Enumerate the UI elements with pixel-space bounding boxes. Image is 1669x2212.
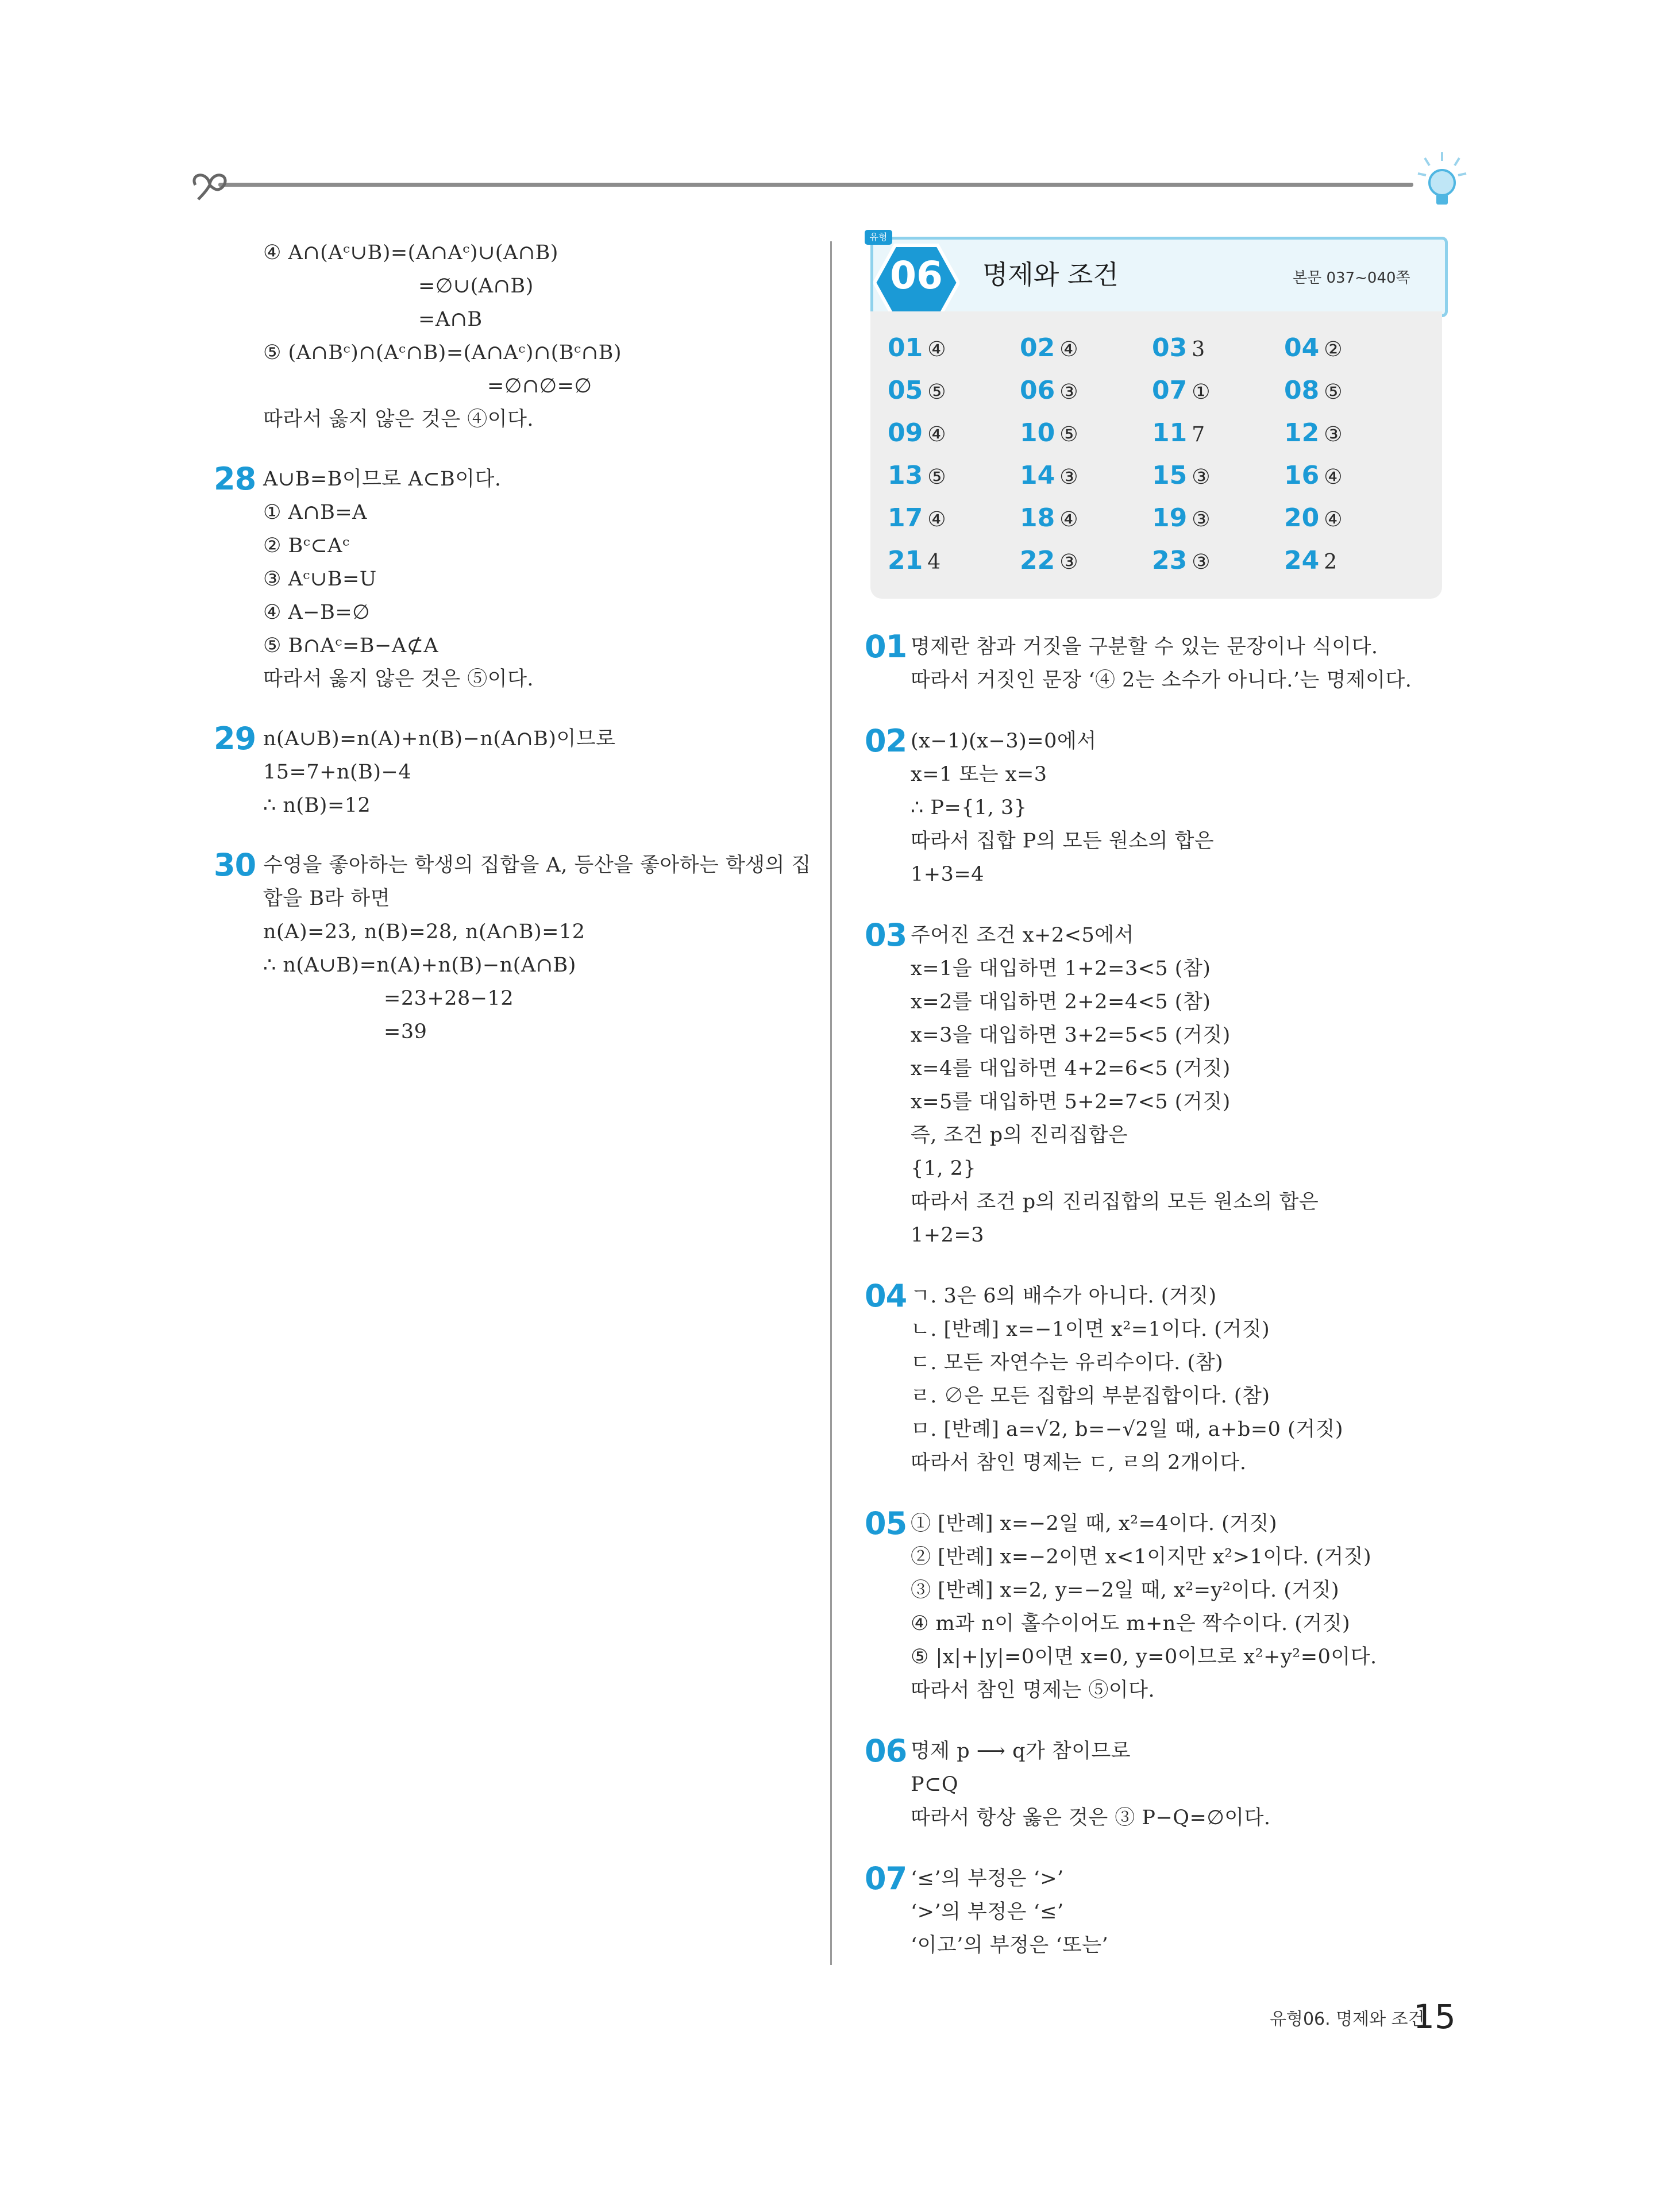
text-line: 주어진 조건 x+2<5에서 xyxy=(911,924,1134,947)
ribbon-knot-icon xyxy=(190,168,230,202)
text-line: 15=7+n(B)−4 xyxy=(263,761,412,784)
text-line: ⑤ (A∩Bᶜ)∩(Aᶜ∩B)=(A∩Aᶜ)∩(Bᶜ∩B) xyxy=(263,341,622,364)
text-line: 합을 B라 하면 xyxy=(263,887,391,910)
text-line: ㄱ. 3은 6의 배수가 아니다. (거짓) xyxy=(911,1285,1217,1308)
answer-item: 23 ③ xyxy=(1152,546,1211,575)
text-line: x=1을 대입하면 1+2=3<5 (참) xyxy=(911,957,1211,980)
text-line: =23+28−12 xyxy=(384,987,514,1010)
answer-item: 14 ③ xyxy=(1020,461,1078,490)
problem-number: 28 xyxy=(214,461,256,497)
answer-grid xyxy=(870,311,1442,599)
text-line: ∴ n(A∪B)=n(A)+n(B)−n(A∩B) xyxy=(263,954,576,977)
text-line: 따라서 참인 명제는 ⑤이다. xyxy=(911,1679,1155,1702)
text-line: x=1 또는 x=3 xyxy=(911,763,1047,786)
text-line: =∅∩∅=∅ xyxy=(487,375,592,398)
problem-number: 03 xyxy=(865,917,907,953)
text-line: ㅁ. [반례] a=√2, b=−√2일 때, a+b=0 (거짓) xyxy=(911,1418,1344,1441)
text-line: n(A)=23, n(B)=28, n(A∩B)=12 xyxy=(263,920,585,943)
problem-number: 06 xyxy=(865,1733,907,1769)
text-line: ㄴ. [반례] x=−1이면 x²=1이다. (거짓) xyxy=(911,1318,1270,1341)
text-line: ⑤ |x|+|y|=0이면 x=0, y=0이므로 x²+y²=0이다. xyxy=(911,1645,1377,1668)
answer-item: 05 ⑤ xyxy=(888,376,946,405)
text-line: P⊂Q xyxy=(911,1773,959,1796)
text-line: x=3을 대입하면 3+2=5<5 (거짓) xyxy=(911,1024,1231,1047)
answer-item: 03 3 xyxy=(1152,333,1205,363)
answer-item: 10 ⑤ xyxy=(1020,418,1078,448)
text-line: 명제란 참과 거짓을 구분할 수 있는 문장이나 식이다. xyxy=(911,635,1378,658)
answer-item: 16 ④ xyxy=(1284,461,1343,490)
text-line: ∴ n(B)=12 xyxy=(263,794,371,817)
text-line: ㄷ. 모든 자연수는 유리수이다. (참) xyxy=(911,1351,1224,1374)
answer-item: 06 ③ xyxy=(1020,376,1078,405)
text-line: ④ A∩(Aᶜ∪B)=(A∩Aᶜ)∪(A∩B) xyxy=(263,241,558,264)
problem-number: 29 xyxy=(214,720,256,757)
column-divider xyxy=(830,241,832,1965)
answer-item: 01 ④ xyxy=(888,333,946,363)
problem-number: 01 xyxy=(865,629,907,665)
answer-item: 12 ③ xyxy=(1284,418,1343,448)
problem-number: 07 xyxy=(865,1860,907,1897)
problem-number: 05 xyxy=(865,1505,907,1542)
text-line: ② Bᶜ⊂Aᶜ xyxy=(263,534,350,557)
answer-item: 18 ④ xyxy=(1020,503,1078,533)
section-title: 명제와 조건 xyxy=(982,259,1119,290)
text-line: 따라서 집합 P의 모든 원소의 합은 xyxy=(911,830,1215,853)
text-line: ③ [반례] x=2, y=−2일 때, x²=y²이다. (거짓) xyxy=(911,1579,1340,1602)
text-line: =∅∪(A∩B) xyxy=(418,275,534,298)
text-line: x=4를 대입하면 4+2=6<5 (거짓) xyxy=(911,1057,1231,1080)
text-line: ④ m과 n이 홀수이어도 m+n은 짝수이다. (거짓) xyxy=(911,1612,1351,1635)
text-line: ⑤ B∩Aᶜ=B−A⊄A xyxy=(263,634,439,657)
answer-item: 11 7 xyxy=(1152,418,1205,448)
text-line: {1, 2} xyxy=(911,1157,977,1180)
problem-number: 04 xyxy=(865,1278,907,1314)
text-line: n(A∪B)=n(A)+n(B)−n(A∩B)이므로 xyxy=(263,727,616,750)
text-line: 따라서 조건 p의 진리집합의 모든 원소의 합은 xyxy=(911,1190,1319,1213)
text-line: ① [반례] x=−2일 때, x²=4이다. (거짓) xyxy=(911,1512,1278,1535)
text-line: 따라서 거짓인 문장 ‘④ 2는 소수가 아니다.’는 명제이다. xyxy=(911,669,1412,692)
text-line: 따라서 옳지 않은 것은 ④이다. xyxy=(263,408,534,431)
page-number: 15 xyxy=(1413,1997,1456,2036)
answer-item: 04 ② xyxy=(1284,333,1343,363)
text-line: x=5를 대입하면 5+2=7<5 (거짓) xyxy=(911,1090,1231,1113)
text-line: ④ A−B=∅ xyxy=(263,601,371,624)
top-rule xyxy=(218,183,1413,187)
answer-item: 24 2 xyxy=(1284,546,1337,575)
footer-label: 유형06. 명제와 조건 xyxy=(1270,2009,1425,2029)
text-line: ③ Aᶜ∪B=U xyxy=(263,568,377,591)
answer-item: 17 ④ xyxy=(888,503,946,533)
text-line: (x−1)(x−3)=0에서 xyxy=(911,730,1097,753)
answer-item: 15 ③ xyxy=(1152,461,1211,490)
answer-item: 22 ③ xyxy=(1020,546,1078,575)
text-line: 1+2=3 xyxy=(911,1224,984,1247)
type-tag: 유형 xyxy=(865,230,892,245)
problem-number: 30 xyxy=(214,847,256,883)
answer-item: 21 4 xyxy=(888,546,941,575)
text-line: ① A∩B=A xyxy=(263,501,367,524)
text-line: ∴ P={1, 3} xyxy=(911,796,1027,819)
problem-number: 02 xyxy=(865,723,907,759)
text-line: 1+3=4 xyxy=(911,863,984,886)
text-line: ② [반례] x=−2이면 x<1이지만 x²>1이다. (거짓) xyxy=(911,1546,1372,1569)
answer-item: 07 ① xyxy=(1152,376,1211,405)
text-line: x=2를 대입하면 2+2=4<5 (참) xyxy=(911,991,1211,1013)
text-line: 따라서 참인 명제는 ㄷ, ㄹ의 2개이다. xyxy=(911,1451,1247,1474)
text-line: A∪B=B이므로 A⊂B이다. xyxy=(263,468,502,491)
answer-item: 13 ⑤ xyxy=(888,461,946,490)
page-reference: 본문 037~040쪽 xyxy=(1293,269,1410,287)
text-line: =A∩B xyxy=(418,308,483,331)
text-line: ㄹ. ∅은 모든 집합의 부분집합이다. (참) xyxy=(911,1385,1270,1408)
answer-item: 19 ③ xyxy=(1152,503,1211,533)
text-line: ‘≤’의 부정은 ‘>’ xyxy=(911,1867,1064,1890)
text-line: ‘>’의 부정은 ‘≤’ xyxy=(911,1901,1064,1924)
lightbulb-icon xyxy=(1413,149,1471,213)
text-line: ‘이고’의 부정은 ‘또는’ xyxy=(911,1934,1109,1957)
text-line: 수영을 좋아하는 학생의 집합을 A, 등산을 좋아하는 학생의 집 xyxy=(263,854,811,877)
text-line: 명제 p ⟶ q가 참이므로 xyxy=(911,1740,1131,1763)
text-line: 따라서 옳지 않은 것은 ⑤이다. xyxy=(263,668,534,691)
text-line: 따라서 항상 옳은 것은 ③ P−Q=∅이다. xyxy=(911,1806,1271,1829)
answer-item: 08 ⑤ xyxy=(1284,376,1343,405)
answer-item: 20 ④ xyxy=(1284,503,1343,533)
text-line: 즉, 조건 p의 진리집합은 xyxy=(911,1124,1128,1147)
answer-item: 09 ④ xyxy=(888,418,946,448)
text-line: =39 xyxy=(384,1020,427,1043)
section-number: 06 xyxy=(890,253,943,298)
answer-item: 02 ④ xyxy=(1020,333,1078,363)
